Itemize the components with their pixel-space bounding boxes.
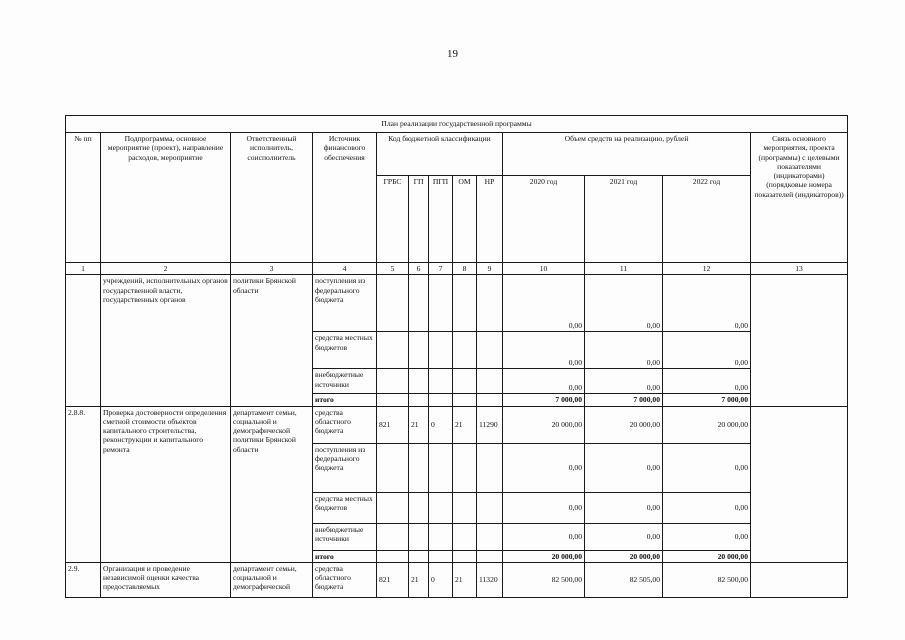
value-2020: 0,00 bbox=[503, 275, 585, 332]
row-link bbox=[751, 562, 848, 597]
header-nr: НР bbox=[477, 176, 503, 263]
code-om: 21 bbox=[453, 406, 477, 443]
value-2022: 82 500,00 bbox=[663, 562, 751, 597]
row-source-total: итого bbox=[313, 394, 377, 406]
row-source: средства местных бюджетов bbox=[313, 492, 377, 523]
column-number: 2 bbox=[101, 263, 231, 275]
row-num: 2.9. bbox=[66, 562, 101, 597]
header-grbs: ГРБС bbox=[377, 176, 409, 263]
page-number: 19 bbox=[447, 48, 458, 60]
table-title: План реализации государственной программы bbox=[66, 116, 848, 133]
row-subprogram: Проверка достоверности определения сметной стоимости объектов капитального строительства, реконструкции и капитального ремонта bbox=[101, 406, 231, 562]
row-subprogram: учреждений, исполнительных органов государственной власти, государственных органов bbox=[101, 275, 231, 406]
code-gp: 21 bbox=[409, 406, 429, 443]
header-subprogram: Подпрограмма, основное мероприятие (проект), направление расходов, мероприятие bbox=[101, 133, 231, 263]
column-number: 10 bbox=[503, 263, 585, 275]
row-responsible: департамент семьи, социальной и демографической политики Брянской области bbox=[231, 406, 313, 562]
header-volume: Объем средств на реализацию, рублей bbox=[503, 133, 751, 176]
value-2021: 0,00 bbox=[585, 443, 663, 492]
row-source: поступления из федерального бюджета bbox=[313, 443, 377, 492]
column-number: 13 bbox=[751, 263, 848, 275]
code-nr: 11320 bbox=[477, 562, 503, 597]
value-2021: 20 000,00 bbox=[585, 406, 663, 443]
value-2021: 0,00 bbox=[585, 369, 663, 394]
value-2021: 0,00 bbox=[585, 492, 663, 523]
row-source: средства областного бюджета bbox=[313, 406, 377, 443]
value-2020: 0,00 bbox=[503, 369, 585, 394]
value-2022: 0,00 bbox=[663, 332, 751, 369]
header-gp: ГП bbox=[409, 176, 429, 263]
value-2021: 82 505,00 bbox=[585, 562, 663, 597]
value-2020: 0,00 bbox=[503, 332, 585, 369]
row-num: 2.8.8. bbox=[66, 406, 101, 562]
header-om: ОМ bbox=[453, 176, 477, 263]
column-number: 8 bbox=[453, 263, 477, 275]
row-num bbox=[66, 275, 101, 406]
row-source: средства областного бюджета bbox=[313, 562, 377, 597]
value-2021: 0,00 bbox=[585, 275, 663, 332]
program-plan-table bbox=[65, 115, 848, 598]
row-source: средства местных бюджетов bbox=[313, 332, 377, 369]
code-grbs: 821 bbox=[377, 406, 409, 443]
code-nr: 11290 bbox=[477, 406, 503, 443]
row-source-total: итого bbox=[313, 550, 377, 562]
row-subprogram: Организация и проведение независимой оценки качества предоставляемых bbox=[101, 562, 231, 597]
header-2021: 2021 год bbox=[585, 176, 663, 263]
total-2022: 20 000,00 bbox=[663, 550, 751, 562]
column-number: 9 bbox=[477, 263, 503, 275]
column-number: 7 bbox=[429, 263, 453, 275]
header-num: № пп bbox=[66, 133, 101, 263]
value-2022: 0,00 bbox=[663, 275, 751, 332]
code-pgp: 0 bbox=[429, 562, 453, 597]
column-number: 4 bbox=[313, 263, 377, 275]
header-source: Источник финансового обеспечения bbox=[313, 133, 377, 263]
table-row bbox=[66, 562, 848, 597]
value-2021: 0,00 bbox=[585, 523, 663, 550]
total-2020: 7 000,00 bbox=[503, 394, 585, 406]
table-row bbox=[66, 275, 848, 332]
value-2020: 82 500,00 bbox=[503, 562, 585, 597]
value-2020: 20 000,00 bbox=[503, 406, 585, 443]
total-2021: 7 000,00 bbox=[585, 394, 663, 406]
value-2020: 0,00 bbox=[503, 492, 585, 523]
column-number: 12 bbox=[663, 263, 751, 275]
header-responsible: Ответственный исполнитель, соисполнитель bbox=[231, 133, 313, 263]
row-responsible: департамент семьи, социальной и демографической bbox=[231, 562, 313, 597]
header-2022: 2022 год bbox=[663, 176, 751, 263]
header-pgp: ПГП bbox=[429, 176, 453, 263]
row-link bbox=[751, 406, 848, 562]
total-2021: 20 000,00 bbox=[585, 550, 663, 562]
table-row bbox=[66, 406, 848, 443]
column-number: 11 bbox=[585, 263, 663, 275]
column-number: 5 bbox=[377, 263, 409, 275]
row-responsible: политики Брянской области bbox=[231, 275, 313, 406]
column-number: 1 bbox=[66, 263, 101, 275]
row-source: поступления из федерального бюджета bbox=[313, 275, 377, 332]
row-link bbox=[751, 275, 848, 406]
column-number-row bbox=[66, 263, 848, 275]
code-gp: 21 bbox=[409, 562, 429, 597]
value-2022: 0,00 bbox=[663, 492, 751, 523]
value-2020: 0,00 bbox=[503, 443, 585, 492]
header-budget-code: Код бюджетной классификации bbox=[377, 133, 503, 176]
total-2022: 7 000,00 bbox=[663, 394, 751, 406]
code-grbs: 821 bbox=[377, 562, 409, 597]
value-2021: 0,00 bbox=[585, 332, 663, 369]
value-2022: 0,00 bbox=[663, 523, 751, 550]
header-link: Связь основного мероприятия, проекта (программы) с целевыми показателями (индикаторами) (порядковые номера показателей (индикаторов)) bbox=[751, 133, 848, 263]
header-2020: 2020 год bbox=[503, 176, 585, 263]
value-2022: 0,00 bbox=[663, 443, 751, 492]
column-number: 3 bbox=[231, 263, 313, 275]
row-source: внебюджетные источники bbox=[313, 523, 377, 550]
row-source: внебюджетные источники bbox=[313, 369, 377, 394]
value-2020: 0,00 bbox=[503, 523, 585, 550]
value-2022: 0,00 bbox=[663, 369, 751, 394]
value-2022: 20 000,00 bbox=[663, 406, 751, 443]
column-number: 6 bbox=[409, 263, 429, 275]
code-om: 21 bbox=[453, 562, 477, 597]
code-pgp: 0 bbox=[429, 406, 453, 443]
total-2020: 20 000,00 bbox=[503, 550, 585, 562]
